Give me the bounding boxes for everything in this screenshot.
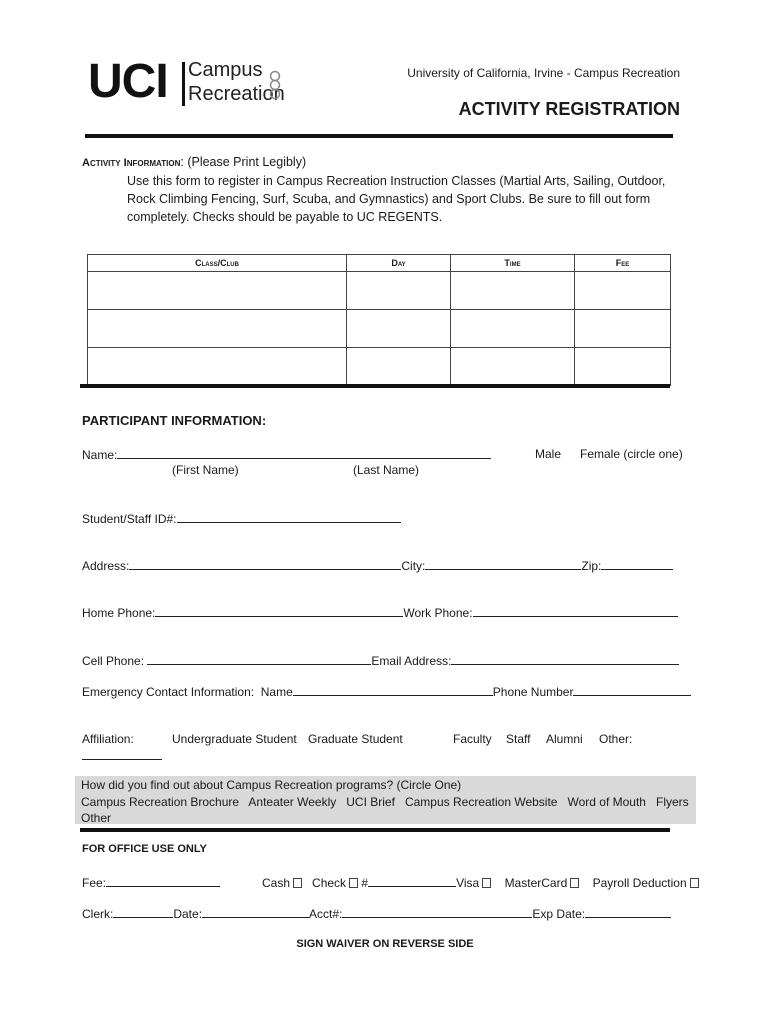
option-flyers[interactable]: Flyers bbox=[656, 795, 689, 809]
name-row bbox=[82, 447, 491, 462]
first-name-caption: (First Name) bbox=[172, 463, 239, 477]
logo-divider bbox=[182, 62, 185, 106]
cell-class[interactable] bbox=[88, 272, 347, 310]
acct-field[interactable] bbox=[342, 906, 532, 918]
male-option[interactable]: Male bbox=[535, 447, 562, 461]
student-id-label: Student/Staff ID#: bbox=[82, 512, 177, 526]
home-phone-field[interactable] bbox=[155, 605, 403, 617]
check-number-field[interactable] bbox=[368, 875, 456, 887]
payroll-checkbox[interactable] bbox=[690, 878, 699, 888]
affiliation-label: Affiliation: bbox=[82, 732, 134, 746]
cell-fee[interactable] bbox=[575, 348, 671, 386]
table-row[interactable] bbox=[88, 348, 671, 386]
student-id-field[interactable] bbox=[177, 511, 401, 523]
phone-row bbox=[82, 605, 678, 620]
visa-checkbox[interactable] bbox=[482, 878, 491, 888]
table-rule bbox=[80, 384, 670, 388]
cell-fee[interactable] bbox=[575, 272, 671, 310]
cell-day[interactable] bbox=[347, 272, 451, 310]
affiliation-other[interactable]: Other: bbox=[599, 732, 633, 746]
option-word-of-mouth[interactable]: Word of Mouth bbox=[567, 795, 646, 809]
email-label: Email Address: bbox=[371, 654, 452, 668]
survey-question: How did you find out about Campus Recreation programs? (Circle One) bbox=[81, 778, 462, 792]
emergency-row bbox=[82, 684, 691, 699]
city-label: City: bbox=[401, 559, 426, 573]
student-id-row bbox=[82, 511, 401, 526]
clerk-row bbox=[82, 906, 671, 921]
option-brochure[interactable]: Campus Recreation Brochure bbox=[81, 795, 240, 809]
table-row[interactable] bbox=[88, 272, 671, 310]
exp-date-field[interactable] bbox=[585, 906, 671, 918]
activity-heading-row bbox=[82, 155, 306, 169]
logo-recreation: Recreation bbox=[188, 83, 285, 105]
clerk-label: Clerk: bbox=[82, 907, 114, 921]
cash-label: Cash bbox=[262, 876, 291, 890]
check-label: Check bbox=[312, 876, 347, 890]
payroll-label: Payroll Deduction bbox=[592, 876, 687, 890]
cell-phone-field[interactable] bbox=[147, 653, 371, 665]
logo-campus: Campus bbox=[188, 59, 263, 81]
participant-heading: PARTICIPANT INFORMATION: bbox=[82, 413, 267, 428]
name-field[interactable] bbox=[117, 447, 491, 459]
mastercard-label: MasterCard bbox=[504, 876, 568, 890]
survey-rule bbox=[80, 828, 670, 832]
check-number-label: # bbox=[361, 876, 369, 890]
cell-day[interactable] bbox=[347, 348, 451, 386]
affiliation-faculty[interactable]: Faculty bbox=[453, 732, 492, 746]
col-fee: Fee bbox=[575, 255, 671, 272]
acct-label: Acct#: bbox=[309, 907, 343, 921]
cash-checkbox[interactable] bbox=[293, 878, 302, 888]
activity-colon: : bbox=[180, 155, 188, 169]
option-uci-brief[interactable]: UCI Brief bbox=[346, 795, 395, 809]
emergency-phone-field[interactable] bbox=[573, 684, 691, 696]
clerk-field[interactable] bbox=[113, 906, 173, 918]
col-class-club: Class/Club bbox=[88, 255, 347, 272]
uci-logo-text: UCI bbox=[88, 55, 168, 108]
table-row[interactable] bbox=[88, 310, 671, 348]
col-day: Day bbox=[347, 255, 451, 272]
activity-subheading: (Please Print Legibly) bbox=[187, 155, 307, 169]
city-field[interactable] bbox=[425, 558, 581, 570]
cell-time[interactable] bbox=[451, 310, 575, 348]
cell-day[interactable] bbox=[347, 310, 451, 348]
date-label: Date: bbox=[173, 907, 203, 921]
table-header-row bbox=[88, 255, 671, 272]
cell-time[interactable] bbox=[451, 348, 575, 386]
home-phone-label: Home Phone: bbox=[82, 606, 156, 620]
emergency-name-field[interactable] bbox=[293, 684, 493, 696]
cell-phone-label: Cell Phone: bbox=[82, 654, 145, 668]
cell-email-row bbox=[82, 653, 679, 668]
university-name: University of California, Irvine - Campus Recreation bbox=[407, 66, 680, 80]
exp-date-label: Exp Date: bbox=[532, 907, 586, 921]
fee-row bbox=[82, 875, 220, 890]
mastercard-checkbox[interactable] bbox=[570, 878, 579, 888]
option-other[interactable]: Other bbox=[81, 811, 112, 825]
activity-instructions: Use this form to register in Campus Recreation Instruction Classes (Martial Arts, Sailing, Outdoor, Rock Climbing Fencing, Surf, Scuba, and Gymnastics) and Sport Clubs. Be sure to fill out form completely. Checks should be payable to UC REGENTS. bbox=[127, 174, 666, 224]
form-title: ACTIVITY REGISTRATION bbox=[458, 99, 680, 119]
class-table bbox=[87, 254, 671, 386]
address-label: Address: bbox=[82, 559, 130, 573]
fee-field[interactable] bbox=[106, 875, 220, 887]
name-label: Name: bbox=[82, 448, 118, 462]
zip-label: Zip: bbox=[581, 559, 602, 573]
last-name-caption: (Last Name) bbox=[353, 463, 420, 477]
other-affiliation-field[interactable] bbox=[82, 759, 162, 760]
office-heading: FOR OFFICE USE ONLY bbox=[82, 843, 207, 855]
waiver-note: SIGN WAIVER ON REVERSE SIDE bbox=[296, 938, 474, 950]
option-anteater-weekly[interactable]: Anteater Weekly bbox=[248, 795, 337, 809]
visa-label: Visa bbox=[456, 876, 480, 890]
emergency-label: Emergency Contact Information: bbox=[82, 685, 255, 699]
address-field[interactable] bbox=[129, 558, 401, 570]
fee-label: Fee: bbox=[82, 876, 107, 890]
option-website[interactable]: Campus Recreation Website bbox=[404, 795, 558, 809]
phone-number-label: Phone Number bbox=[492, 685, 574, 699]
work-phone-field[interactable] bbox=[473, 605, 678, 617]
female-option[interactable]: Female (circle one) bbox=[580, 447, 683, 461]
header-rule bbox=[85, 134, 673, 138]
activity-heading: Activity Information bbox=[82, 157, 181, 169]
col-time: Time bbox=[451, 255, 575, 272]
zip-field[interactable] bbox=[601, 558, 673, 570]
cell-fee[interactable] bbox=[575, 310, 671, 348]
cell-class[interactable] bbox=[88, 348, 347, 386]
address-row bbox=[82, 558, 673, 573]
cell-time[interactable] bbox=[451, 272, 575, 310]
affiliation-staff[interactable]: Staff bbox=[506, 732, 531, 746]
check-checkbox[interactable] bbox=[349, 878, 358, 888]
survey-options bbox=[81, 795, 689, 809]
logo-rings-icon bbox=[268, 70, 282, 100]
affiliation-alumni[interactable]: Alumni bbox=[546, 732, 583, 746]
email-field[interactable] bbox=[451, 653, 679, 665]
affiliation-undergrad[interactable]: Undergraduate Student bbox=[172, 732, 297, 746]
payment-row bbox=[262, 875, 699, 890]
date-field[interactable] bbox=[202, 906, 309, 918]
work-phone-label: Work Phone: bbox=[403, 606, 473, 620]
emergency-name-label: Name bbox=[260, 685, 293, 699]
affiliation-graduate[interactable]: Graduate Student bbox=[308, 732, 403, 746]
cell-class[interactable] bbox=[88, 310, 347, 348]
